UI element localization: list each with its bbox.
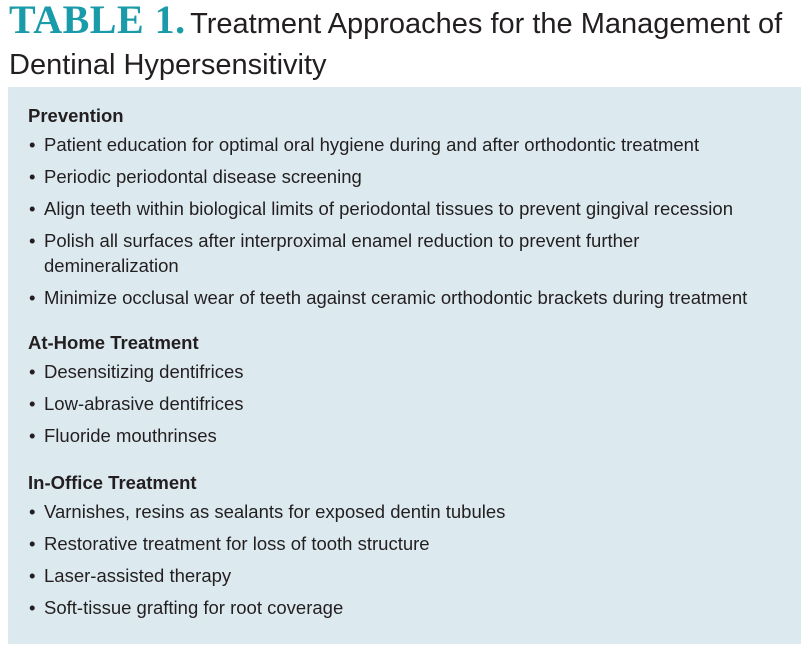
- list-item: • Laser-assisted therapy: [28, 563, 791, 588]
- section-prevention: [28, 105, 791, 310]
- table-label: TABLE 1.: [9, 0, 186, 42]
- list-item: • Soft-tissue grafting for root coverage: [28, 595, 791, 620]
- list-item: • Low-abrasive dentifrices: [28, 391, 791, 416]
- list-item: • Patient education for optimal oral hygiene during and after orthodontic treatment: [28, 132, 791, 157]
- list-item: • Fluoride mouthrinses: [28, 423, 791, 448]
- list-item: • Polish all surfaces after interproximal enamel reduction to prevent further demineralization: [28, 228, 791, 278]
- list-item: • Minimize occlusal wear of teeth against ceramic orthodontic brackets during treatment: [28, 285, 791, 310]
- list-item: • Desensitizing dentifrices: [28, 359, 791, 384]
- list-item: • Restorative treatment for loss of tooth structure: [28, 531, 791, 556]
- list-item: • Varnishes, resins as sealants for exposed dentin tubules: [28, 499, 791, 524]
- table-title: [9, 2, 804, 88]
- bullet-list: [28, 499, 791, 620]
- table-title-text: Treatment Approaches for the Management of Dentinal Hypersensitivity: [9, 8, 783, 81]
- bullet-list: [28, 132, 791, 310]
- bullet-list: [28, 359, 791, 448]
- list-item: • Periodic periodontal disease screening: [28, 164, 791, 189]
- list-item: • Align teeth within biological limits of periodontal tissues to prevent gingival recession: [28, 196, 791, 221]
- section-at-home-treatment: [28, 332, 791, 448]
- section-heading: In-Office Treatment: [28, 472, 197, 493]
- section-in-office-treatment: [28, 472, 791, 620]
- section-heading: Prevention: [28, 105, 124, 126]
- table-panel: [8, 87, 801, 644]
- section-heading: At-Home Treatment: [28, 332, 199, 353]
